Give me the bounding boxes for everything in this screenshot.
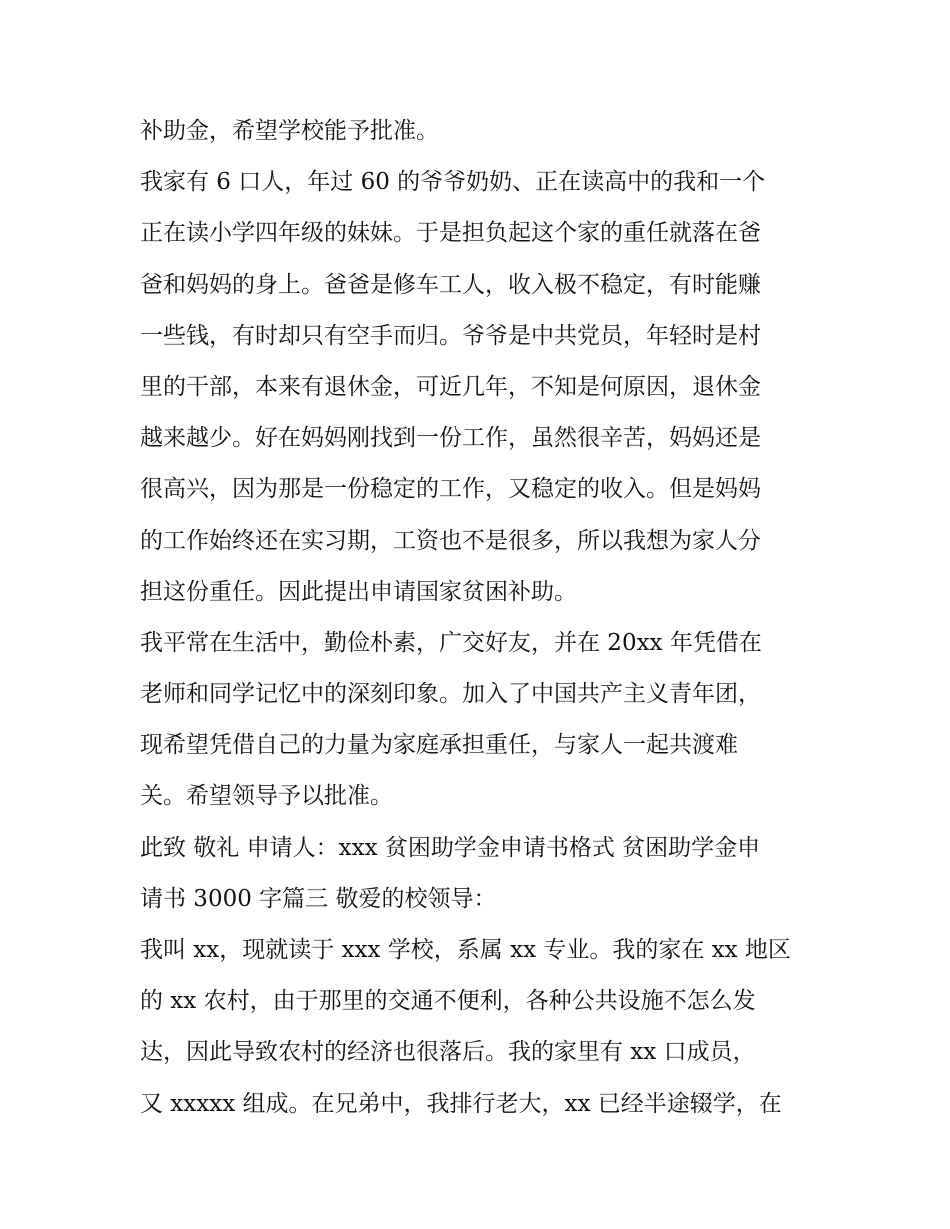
text-line: 担这份重任。因此提出申请国家贫困补助。 xyxy=(140,578,577,605)
text-line: 的 xx 农村，由于那里的交通不便利，各种公共设施不怎么发 xyxy=(140,988,756,1015)
text-line: 正在读小学四年级的妹妹。于是担负起这个家的重任就落在爸 xyxy=(140,220,761,247)
text-line: 我平常在生活中，勤俭朴素，广交好友，并在 20xx 年凭借在 xyxy=(140,629,762,656)
text-line: 我叫 xx，现就读于 xxx 学校，系属 xx 专业。我的家在 xx 地区 xyxy=(140,937,791,963)
text-line: 此致 敬礼 申请人：xxx 贫困助学金申请书格式 贫困助学金申 xyxy=(140,834,761,861)
text-line: 爸和妈妈的身上。爸爸是修车工人，收入极不稳定，有时能赚 xyxy=(140,271,761,298)
text-line: 补助金，希望学校能予批准。 xyxy=(140,118,439,144)
text-line: 的工作始终还在实习期，工资也不是很多，所以我想为家人分 xyxy=(140,527,761,554)
text-line: 我家有 6 口人，年过 60 的爷爷奶奶、正在读高中的我和一个 xyxy=(140,169,766,196)
text-line: 请书 3000 字篇三 敬爱的校领导： xyxy=(140,885,497,912)
text-line: 里的干部，本来有退休金，可近几年，不知是何原因，退休金 xyxy=(140,373,761,400)
text-line: 很高兴，因为那是一份稳定的工作，又稳定的收入。但是妈妈 xyxy=(140,476,761,503)
text-line: 一些钱，有时却只有空手而归。爷爷是中共党员，年轻时是村 xyxy=(140,322,761,349)
text-line: 又 xxxxx 组成。在兄弟中，我排行老大，xx 已经半途辍学，在 xyxy=(140,1090,782,1117)
text-line: 达，因此导致农村的经济也很落后。我的家里有 xx 口成员， xyxy=(140,1039,756,1066)
document-body xyxy=(140,106,820,1130)
text-line: 现希望凭借自己的力量为家庭承担重任，与家人一起共渡难 xyxy=(140,732,738,759)
text-line: 老师和同学记忆中的深刻印象。加入了中国共产主义青年团， xyxy=(140,681,761,708)
text-line: 关。希望领导予以批准。 xyxy=(140,783,393,810)
text-line: 越来越少。好在妈妈刚找到一份工作，虽然很辛苦，妈妈还是 xyxy=(140,425,761,452)
